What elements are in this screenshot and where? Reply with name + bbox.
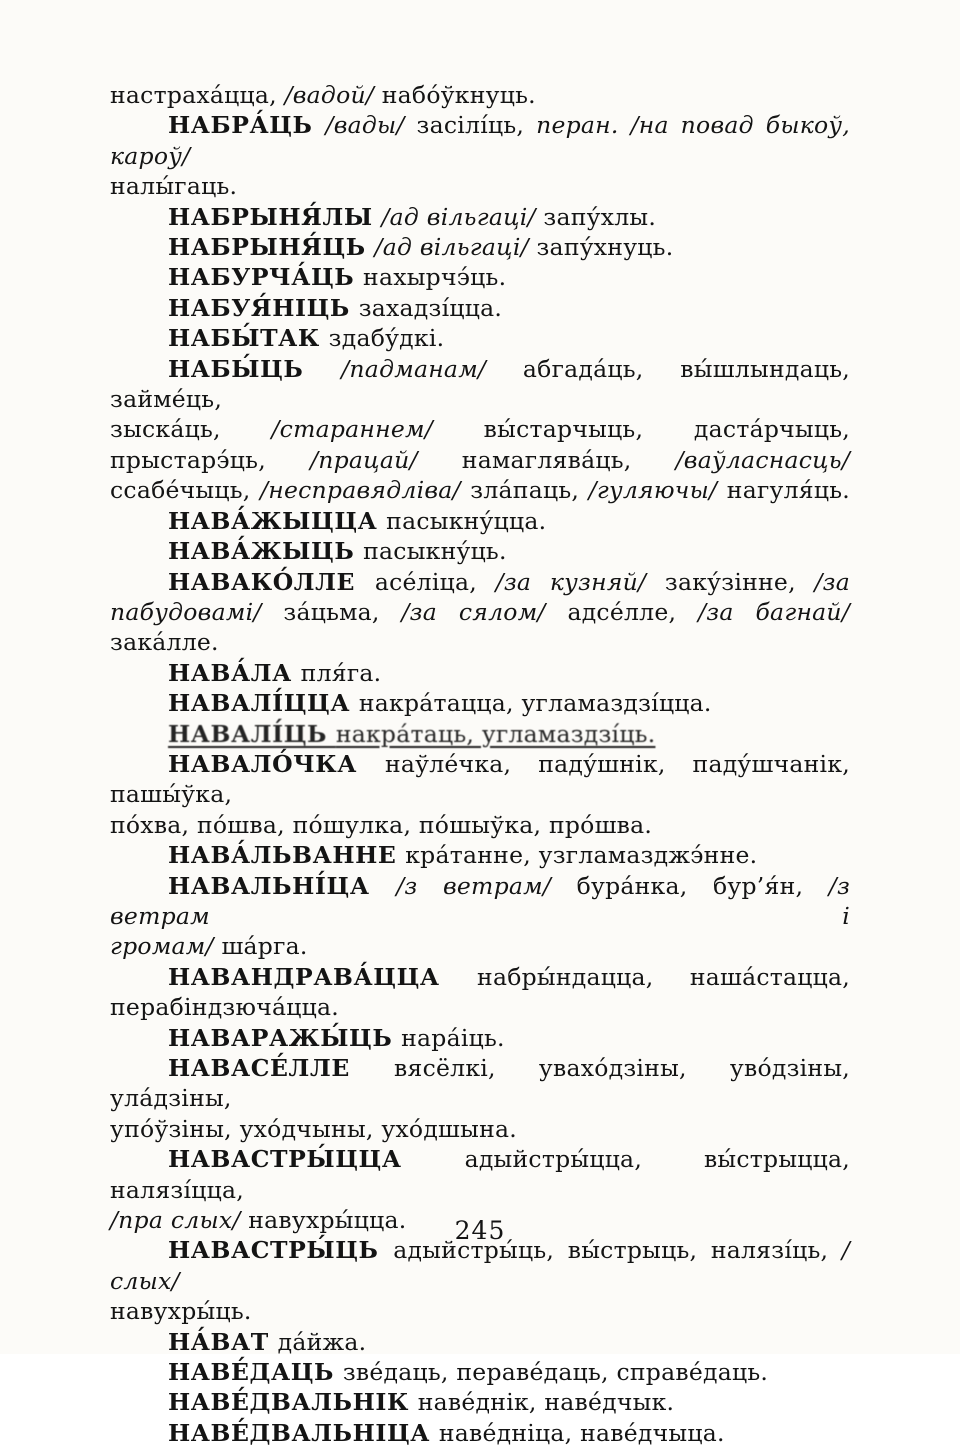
dictionary-line bbox=[110, 171, 850, 201]
usage-context: /гуляючы/ bbox=[588, 476, 718, 505]
headword: НАВАЛІ́ЦЬ bbox=[168, 719, 336, 748]
headword: НАВА́ЖЫЦЦА bbox=[168, 506, 387, 535]
dictionary-line bbox=[110, 1418, 850, 1448]
dictionary-line bbox=[110, 931, 850, 961]
definition-text: адыйстры́цца, вы́стрыцца, налязі́цца, bbox=[110, 1145, 850, 1204]
dictionary-line bbox=[110, 506, 850, 536]
dictionary-line bbox=[110, 810, 850, 840]
definition-text: прыстарэ́ць, bbox=[110, 445, 311, 474]
definition-text: нагуля́ць. bbox=[717, 476, 850, 505]
dictionary-line bbox=[110, 1053, 850, 1114]
dictionary-line bbox=[110, 232, 850, 262]
definition-text: намаглява́ць, bbox=[417, 445, 676, 474]
dictionary-line bbox=[110, 202, 850, 232]
definition-text: абгада́ць, вы́шлындаць, займе́ць, bbox=[110, 354, 850, 414]
definition-text: настраха́цца, bbox=[110, 81, 285, 109]
definition-text: запу́хлы. bbox=[535, 202, 657, 231]
usage-context: /вадой/ bbox=[284, 81, 375, 109]
usage-context: /за багнай/ bbox=[698, 597, 850, 626]
definition-text: перабіндзюча́цца. bbox=[110, 993, 339, 1022]
dictionary-line bbox=[110, 658, 850, 688]
definition-text: вы́старчыць, даста́рчыць, bbox=[432, 415, 850, 444]
headword: НАВА́ЛА bbox=[168, 658, 301, 687]
headword: НАБУЯ́НІЦЬ bbox=[168, 293, 359, 322]
headword: НАВАНДРАВА́ЦЦА bbox=[168, 962, 478, 991]
definition-text: захадзі́цца. bbox=[358, 293, 503, 322]
headword: НАВА́ЛЬВАННЕ bbox=[168, 841, 406, 870]
definition-text: накра́таць, угламаздзі́ць. bbox=[335, 719, 656, 748]
definition-text: наўле́чка, паду́шнік, паду́шчанік, пашы́ўка, bbox=[110, 749, 850, 809]
usage-context: /несправядліва/ bbox=[260, 476, 461, 505]
usage-context: перан. /на повад быкоў, кароў/ bbox=[110, 111, 850, 170]
headword: НАВАКО́ЛЛЕ bbox=[168, 567, 375, 596]
definition-text: пля́га. bbox=[300, 658, 382, 687]
dictionary-line bbox=[110, 597, 850, 658]
definition-text: асе́ліца, bbox=[374, 567, 496, 596]
definition-text: по́хва, по́шва, по́шулка, по́шыўка, про́шва. bbox=[110, 810, 653, 839]
headword: НАБУРЧА́ЦЬ bbox=[168, 263, 364, 292]
usage-context: /ад вільгаці/ bbox=[381, 202, 536, 231]
definition-text: ша́рга. bbox=[213, 932, 308, 961]
dictionary-line bbox=[110, 719, 850, 749]
headword: НАВАЛО́ЧКА bbox=[168, 749, 385, 778]
headword: НАВЕ́ДВАЛЬНІК bbox=[168, 1388, 418, 1417]
definition-text: навухры́ць. bbox=[110, 1297, 252, 1326]
dictionary-line bbox=[110, 262, 850, 292]
usage-context: /за кузняй/ bbox=[495, 567, 647, 596]
dictionary-line bbox=[110, 414, 850, 444]
usage-context: /за сялом/ bbox=[401, 597, 546, 626]
headword: НА́ВАТ bbox=[168, 1327, 278, 1356]
usage-context: /вады/ bbox=[325, 111, 405, 140]
usage-context: /стараннем/ bbox=[271, 415, 433, 444]
definition-text: набо́ўкнуць. bbox=[374, 81, 536, 109]
dictionary-line bbox=[110, 323, 850, 353]
page-number: 245 bbox=[454, 1216, 506, 1245]
definition-text: нахырчэ́ць. bbox=[363, 263, 507, 292]
definition-text: зве́даць, пераве́даць, справе́даць. bbox=[342, 1358, 769, 1387]
headword: НАВАЛЬНІ́ЦА bbox=[168, 871, 397, 900]
usage-context: /ваўласнасць/ bbox=[675, 445, 850, 474]
definition-text: да́йжа. bbox=[277, 1327, 367, 1356]
dictionary-line bbox=[110, 962, 850, 992]
dictionary-line bbox=[110, 536, 850, 566]
dictionary-line bbox=[110, 354, 850, 415]
dictionary-line bbox=[110, 688, 850, 718]
dictionary-line bbox=[110, 475, 850, 505]
dictionary-line bbox=[110, 1114, 850, 1144]
definition-text: навухры́цца. bbox=[240, 1206, 407, 1235]
definition-text: пасыкну́цца. bbox=[386, 506, 547, 535]
definition-text: кра́танне, узгламазджэ́нне. bbox=[405, 841, 758, 870]
dictionary-line bbox=[110, 445, 850, 475]
definition-text: зыска́ць, bbox=[110, 415, 272, 444]
dictionary-line bbox=[110, 567, 850, 597]
usage-context: /працай/ bbox=[310, 445, 418, 474]
definition-text: набры́ндацца, наша́стацца, bbox=[477, 962, 850, 991]
definition-text: ссабе́чыць, bbox=[110, 476, 261, 505]
dictionary-line bbox=[110, 1023, 850, 1053]
headword: НАВАСТРЫ́ЦЦА bbox=[168, 1145, 465, 1174]
definition-text: зла́паць, bbox=[460, 476, 589, 505]
usage-context: /з ветрам/ bbox=[396, 871, 552, 900]
usage-context: /з ветрам і bbox=[110, 871, 851, 930]
headword: НАВАРАЖЫ́ЦЬ bbox=[168, 1023, 402, 1052]
usage-context: /пра слых/ bbox=[110, 1206, 241, 1235]
definition-text: нара́іць. bbox=[401, 1023, 505, 1052]
dictionary-line bbox=[110, 110, 850, 171]
headword: НАБЫ́ТАК bbox=[168, 324, 329, 353]
dictionary-line bbox=[110, 1357, 850, 1387]
headword: НАБРЫНЯ́ЦЬ bbox=[168, 233, 375, 262]
dictionary-line bbox=[110, 1144, 850, 1205]
usage-context: /ад вільгаці/ bbox=[374, 233, 529, 262]
usage-context: /слых/ bbox=[110, 1236, 850, 1295]
usage-context: /падманам/ bbox=[341, 354, 487, 383]
headword: НАБРЫНЯ́ЛЫ bbox=[168, 202, 382, 231]
headword: НАВАЛІ́ЦЦА bbox=[168, 689, 359, 718]
headword: НАВЕ́ДВАЛЬНІЦА bbox=[168, 1418, 439, 1447]
definition-text: за́цьма, bbox=[261, 597, 402, 626]
usage-context: пабудовамі/ bbox=[110, 597, 262, 626]
headword: НАВАСТРЫ́ЦЬ bbox=[168, 1236, 394, 1265]
dictionary-line bbox=[110, 871, 850, 932]
definition-text: наве́днік, наве́дчык. bbox=[417, 1388, 675, 1417]
definition-text: наве́дніца, наве́дчыца. bbox=[438, 1418, 725, 1447]
headword: НАБРА́ЦЬ bbox=[168, 111, 326, 140]
definition-text: пасыкну́ць. bbox=[363, 537, 507, 566]
dictionary-line bbox=[110, 992, 850, 1022]
dictionary-line bbox=[110, 1387, 850, 1417]
definition-text: вясёлкі, увахо́дзіны, уво́дзіны, ула́дзіны, bbox=[110, 1054, 850, 1113]
usage-context: громам/ bbox=[110, 932, 214, 961]
dictionary-line bbox=[110, 1296, 850, 1326]
definition-text: адсе́лле, bbox=[545, 597, 699, 626]
usage-context: /за bbox=[814, 567, 850, 596]
definition-text: здабу́дкі. bbox=[328, 324, 445, 353]
definition-text: бура́нка, бур’я́н, bbox=[551, 871, 829, 900]
dictionary-line bbox=[110, 293, 850, 323]
definition-text: засілі́ць, bbox=[404, 111, 537, 140]
definition-text: зака́лле. bbox=[110, 628, 219, 657]
headword: НАВАСЕ́ЛЛЕ bbox=[168, 1054, 395, 1082]
definition-text: упо́ўзіны, ухо́дчыны, ухо́дшына. bbox=[110, 1114, 517, 1143]
definition-text: запу́хнуць. bbox=[528, 233, 674, 262]
definition-text: налы́гаць. bbox=[110, 172, 238, 201]
headword: НАБЫ́ЦЬ bbox=[168, 354, 342, 383]
headword: НАВЕ́ДАЦЬ bbox=[168, 1358, 343, 1387]
definition-text: заку́зінне, bbox=[646, 567, 815, 596]
definition-text: накра́тацца, угламаздзі́цца. bbox=[358, 689, 712, 718]
headword: НАВА́ЖЫЦЬ bbox=[168, 537, 364, 566]
dictionary-line bbox=[110, 80, 850, 110]
dictionary-line bbox=[110, 1327, 850, 1357]
dictionary-line bbox=[110, 749, 850, 810]
definition-text: адыйстры́ць, вы́стрыць, налязі́ць, bbox=[393, 1236, 842, 1265]
dictionary-line bbox=[110, 840, 850, 870]
